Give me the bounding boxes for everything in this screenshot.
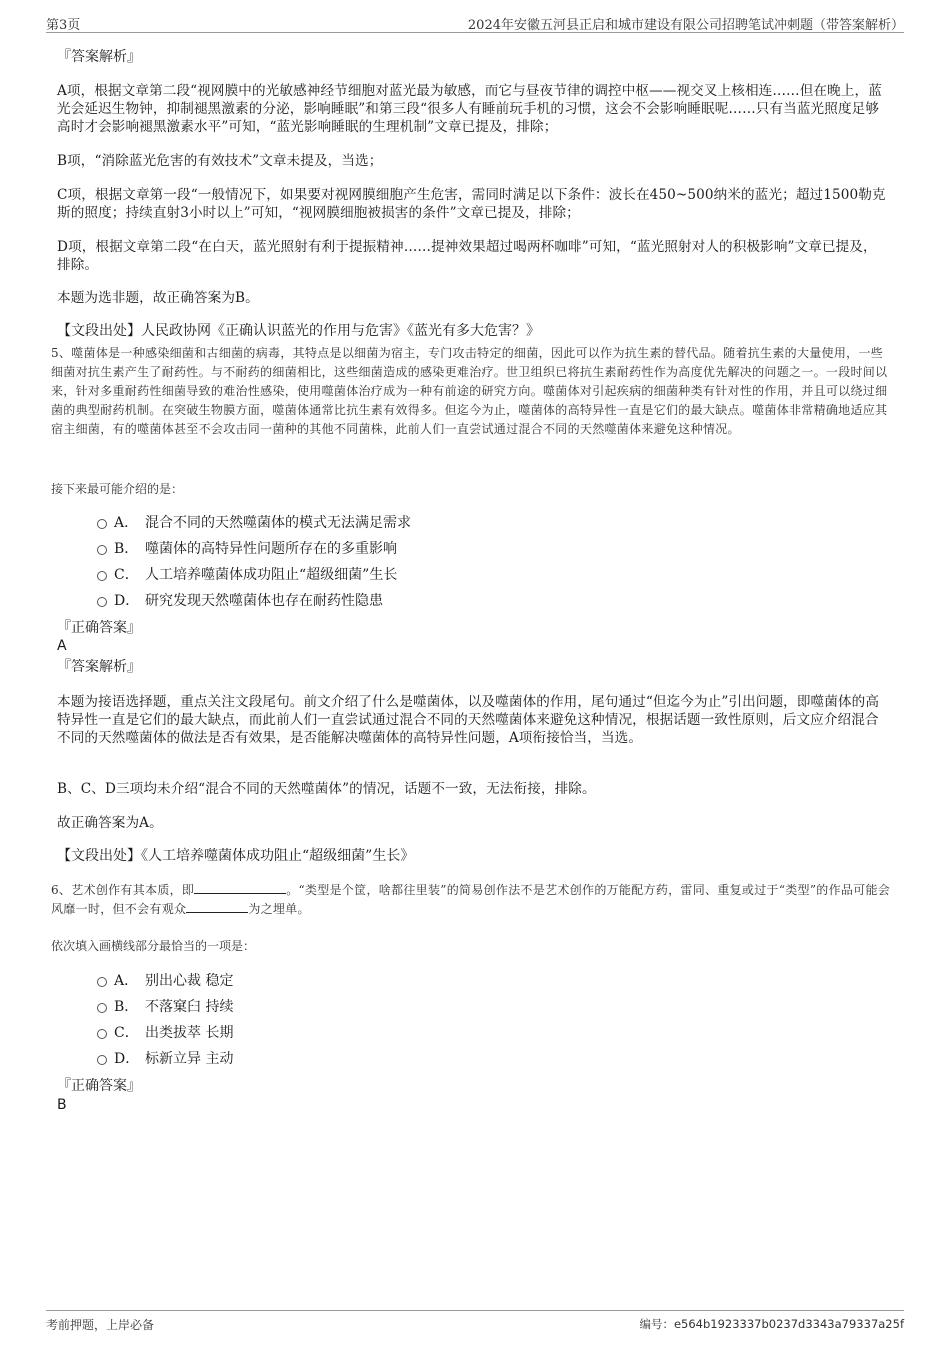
code-value: e564b1923337b0237d3343a79337a25f	[673, 1317, 904, 1331]
radio-button[interactable]	[97, 977, 107, 987]
analysis-paragraph: D项，根据文章第二段“在白天，蓝光照射有利于提振精神……提神效果超过喝两杯咖啡”可知，“蓝光照射对人的积极影响”文章已提及，排除。	[57, 239, 877, 273]
correct-answer-title: 『正确答案』	[57, 620, 141, 636]
stem-part: 为之埋单。	[248, 902, 310, 916]
radio-button[interactable]	[97, 597, 107, 607]
option-text: 噬菌体的高特异性问题所存在的多重影响	[145, 541, 397, 557]
source-citation: 【文段出处】《人工培养噬菌体成功阻止“超级细菌”生长》	[57, 848, 415, 864]
option-b[interactable]	[57, 994, 657, 1020]
question-stem	[51, 881, 891, 919]
correct-answer-title: 『正确答案』	[57, 1078, 141, 1094]
question-stem: 5、噬菌体是一种感染细菌和古细菌的病毒，其特点是以细菌为宿主，专门攻击特定的细菌，因此可以作为抗生素的替代品。随着抗生素的大量使用，一些细菌对抗生素产生了耐药性。与不耐药的细菌相比，这些细菌造成的感染更难治疗。世卫组织已将抗生素耐药性作为高度优先解决的问题之一。一段时间以来，针对多重耐药性细菌导致的难治性感染，使用噬菌体治疗成为一种有前途的研究方向。噬菌体对引起疾病的细菌种类有针对性的作用，并且可以绕过细菌的典型耐药机制。在突破生物膜方面，噬菌体通常比抗生素有效得多。但迄今为止，噬菌体的高特异性一直是它们的最大缺点。噬菌体非常精确地适应其宿主细菌，有的噬菌体甚至不会攻击同一菌种的其他不同菌株，此前人们一直尝试通过混合不同的天然噬菌体来避免这种情况。	[51, 346, 888, 436]
radio-button[interactable]	[97, 1055, 107, 1065]
analysis-paragraph: A项，根据文章第二段“视网膜中的光敏感神经节细胞对蓝光最为敏感，而它与昼夜节律的调控中枢——视交叉上核相连……但在晚上，蓝光会延迟生物钟，抑制褪黑激素的分泌，影响睡眠”和第三段“很多人有睡前玩手机的习惯，这会不会影响睡眠呢……只有当蓝光照度足够高时才会影响褪黑激素水平”可知，“蓝光影响睡眠的生理机制”文章已提及，排除；	[57, 83, 882, 135]
radio-button[interactable]	[97, 545, 107, 555]
question-prompt: 依次填入画横线部分最恰当的一项是：	[51, 939, 256, 953]
option-d[interactable]	[57, 588, 657, 614]
option-text: 出类拔萃 长期	[145, 1025, 234, 1041]
radio-button[interactable]	[97, 1029, 107, 1039]
analysis-title: 『答案解析』	[57, 659, 141, 675]
correct-answer: A	[57, 638, 67, 654]
stem-part: 。“类型是个筐，啥都往里装”的简易创作法不是艺术创作的万能配方药，雷同、重复或过于“类型”的作品可能会风靡一时，但不会有观众	[51, 883, 891, 916]
option-a[interactable]	[57, 510, 657, 536]
option-c[interactable]	[57, 1020, 657, 1046]
option-letter: D．	[114, 593, 140, 609]
option-a[interactable]	[57, 968, 657, 994]
document-code	[639, 1316, 904, 1332]
option-c[interactable]	[57, 562, 657, 588]
option-b[interactable]	[57, 536, 657, 562]
radio-button[interactable]	[97, 1003, 107, 1013]
option-letter: B．	[114, 999, 139, 1015]
source-citation: 【文段出处】人民政协网《正确认识蓝光的作用与危害》《蓝光有多大危害？》	[57, 323, 540, 339]
option-list	[57, 968, 657, 1072]
analysis-title: 『答案解析』	[57, 49, 141, 65]
answer-conclusion: 本题为选非题，故正确答案为B。	[57, 290, 259, 306]
option-text: 人工培养噬菌体成功阻止“超级细菌”生长	[145, 567, 398, 583]
radio-button[interactable]	[97, 519, 107, 529]
footer-slogan: 考前押题，上岸必备	[46, 1318, 155, 1332]
analysis-paragraph: B、C、D三项均未介绍“混合不同的天然噬菌体”的情况，话题不一致，无法衔接，排除。	[57, 781, 596, 797]
option-letter: C．	[114, 1025, 139, 1041]
analysis-paragraph: 本题为接语选择题，重点关注文段尾句。前文介绍了什么是噬菌体，以及噬菌体的作用，尾句通过“但迄今为止”引出问题，即噬菌体的高特异性一直是它们的最大缺点，而此前人们一直尝试通过混合不同的天然噬菌体来避免这种情况，根据话题一致性原则，后文应介绍混合不同的天然噬菌体的做法是否有效果，是否能解决噬菌体的高特异性问题，A项衔接恰当，当选。	[57, 694, 880, 746]
fill-blank	[186, 900, 248, 913]
radio-button[interactable]	[97, 571, 107, 581]
option-text: 研究发现天然噬菌体也存在耐药性隐患	[145, 593, 383, 609]
answer-conclusion: 故正确答案为A。	[57, 815, 163, 831]
option-list	[57, 510, 657, 614]
option-letter: C．	[114, 567, 139, 583]
page-header	[46, 12, 904, 33]
document-title: 2024年安徽五河县正启和城市建设有限公司招聘笔试冲刺题（带答案解析）	[467, 18, 904, 33]
question-prompt: 接下来最可能介绍的是：	[51, 482, 184, 496]
option-text: 标新立异 主动	[145, 1051, 234, 1067]
fill-blank	[194, 881, 286, 894]
stem-part: 6、艺术创作有其本质，即	[51, 883, 195, 897]
code-label: 编号：	[639, 1317, 674, 1331]
option-letter: A．	[114, 515, 139, 531]
option-letter: B．	[114, 541, 139, 557]
option-letter: D．	[114, 1051, 140, 1067]
analysis-paragraph: B项，“消除蓝光危害的有效技术”文章未提及，当选；	[57, 153, 383, 169]
correct-answer: B	[57, 1097, 67, 1113]
analysis-paragraph: C项，根据文章第一段“一般情况下，如果要对视网膜细胞产生危害，需同时满足以下条件：波长在450~500纳米的蓝光；超过1500勒克斯的照度；持续直射3小时以上”可知，“视网膜细胞被损害的条件”文章已提及，排除；	[57, 187, 886, 221]
option-text: 混合不同的天然噬菌体的模式无法满足需求	[145, 515, 411, 531]
option-d[interactable]	[57, 1046, 657, 1072]
option-letter: A．	[114, 973, 139, 989]
option-text: 别出心裁 稳定	[145, 973, 234, 989]
page-footer	[46, 1310, 904, 1333]
page-number: 第3页	[46, 18, 81, 33]
option-text: 不落窠臼 持续	[145, 999, 234, 1015]
